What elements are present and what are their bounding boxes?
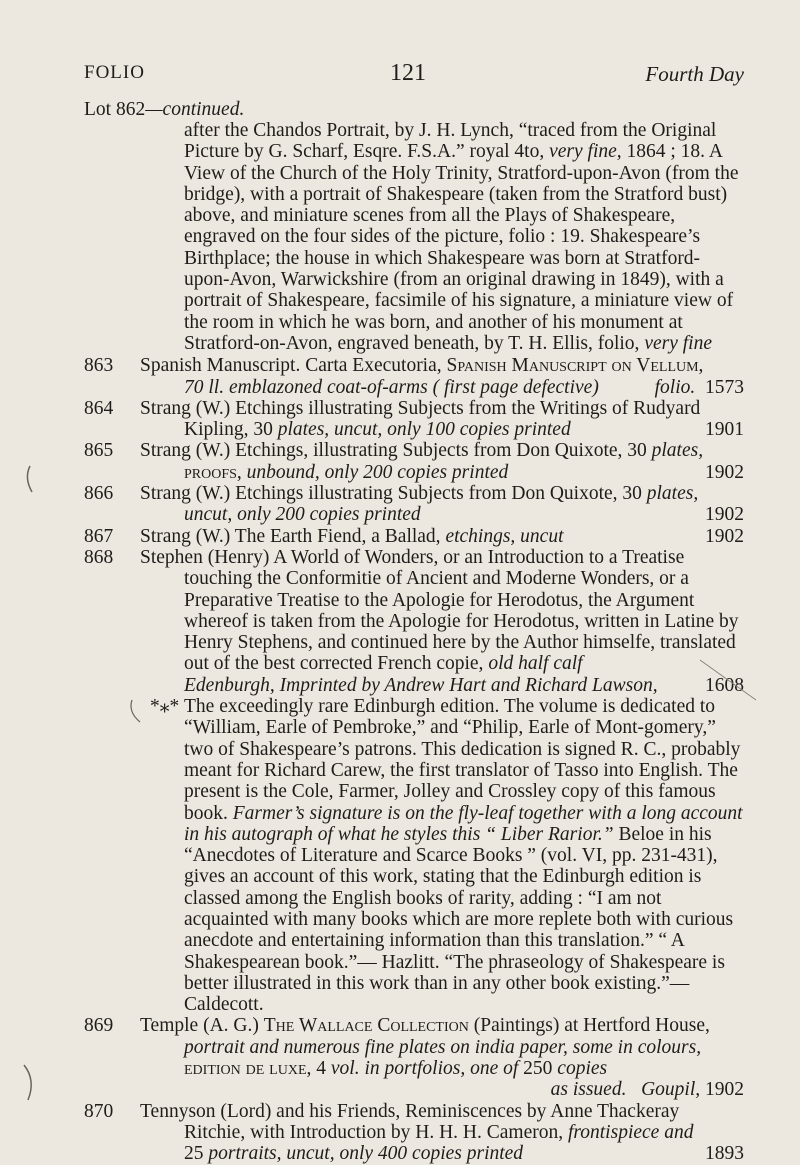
day-label: Fourth Day: [645, 62, 744, 86]
lot-number: 863: [84, 355, 114, 377]
margin-bracket-mark: [27, 466, 32, 492]
lot-863-title: Spanish Manuscript. Carta Executoria,: [140, 355, 442, 377]
lot-864-details: plates, uncut, only 100 copies printed: [277, 419, 571, 441]
lot-870: [84, 1101, 744, 1165]
lot-862-heading: [84, 99, 244, 121]
lot-865: [84, 440, 744, 483]
lot-864-year: 1901: [705, 419, 744, 441]
format-label: FOLIO: [84, 62, 145, 83]
lot-867-details: etchings, uncut: [445, 525, 564, 547]
lot-number: 870: [84, 1100, 114, 1122]
lot-number: 866: [84, 483, 114, 505]
lot-866: [84, 483, 744, 526]
lot-866-year: 1902: [705, 504, 744, 526]
lot-865-plates: plates,: [651, 440, 704, 462]
lot-868-note-italic: Farmer’s signature is on the fly-leaf together with a long account in his autograph of what he styles this “ Liber Rarior.”: [184, 802, 743, 845]
lot-863-details: 70 ll. emblazoned coat-of-arms ( first page defective): [184, 376, 599, 398]
lot-864-details-plain: Kipling, 30: [184, 419, 273, 441]
lot-862-text-2: 1864 ; 18. A View of the Church of the Holy Trinity, Stratford-upon-Avon (from the bridge), with a portrait of Shakespeare (taken from the Stratford bust) above, and miniature scenes from all the Plays of Shakespeare, engraved on the four sides of the picture, folio : 19. Shakespeare’s Birthplace; the house in which Shakespeare was born at Stratford-upon-Avon, Warwickshire (from an original drawing in 1849), with a portrait of Shakespeare, facsimile of his signature, a miniature view of the room in which he was born, and another of his monument at Stratford-on-Avon, engraved beneath, by T. H. Ellis, folio,: [184, 141, 739, 354]
margin-bracket-mark: [24, 1065, 31, 1100]
lot-number: 867: [84, 525, 114, 547]
lot-868-imprint: Edenburgh, Imprinted by Andrew Hart and Richard Lawson,: [184, 674, 658, 696]
lot-864: [84, 398, 744, 441]
lot-869-edition: edition de luxe,: [184, 1058, 312, 1080]
lot-869-issued: as issued.: [550, 1079, 627, 1101]
lot-number: 864: [84, 397, 114, 419]
lot-862-text-1: after the Chandos Portrait, by J. H. Lynch, “traced from the Original Picture by G. Scharf, Esqre. F.S.A.” royal 4to,: [184, 120, 717, 163]
lot-number: 869: [84, 1015, 114, 1037]
continued-label: —continued.: [145, 99, 245, 120]
lot-869-publisher: Goupil,: [641, 1079, 701, 1101]
lot-863-format: folio.: [654, 376, 696, 398]
lot-862-description: [84, 120, 744, 354]
lot-870-count: 25: [184, 1143, 204, 1165]
page-number: 121: [390, 60, 426, 86]
lot-869-details-1: portrait and numerous fine plates on india paper, some in colours,: [184, 1036, 702, 1058]
lot-868-year: 1608: [705, 674, 744, 696]
lot-867: [84, 526, 744, 547]
lot-866-plates: plates,: [646, 483, 699, 505]
lot-entries: [84, 120, 744, 1165]
lot-869-author: Temple (A. G.): [140, 1015, 259, 1037]
lot-868-note-1: The exceedingly rare Edinburgh edition. The volume is dedicated to “William, Earle of Pembroke,” and “Philip, Earle of Mont-gomery,” two of Shakespeare’s patrons. This dedication is signed R. C., probably meant for Richard Carew, the first translator of Tasso into English. The present is the Cole, Farmer, Jolley and Crossley copy of this famous book.: [184, 696, 741, 824]
lot-862-condition-2: very fine: [644, 332, 712, 354]
lot-865-details: unbound, only 200 copies printed: [246, 461, 509, 483]
lot-869-copies: 250: [523, 1058, 553, 1080]
lot-870-details: portraits, uncut, only 400 copies printed: [208, 1143, 524, 1165]
lot-number: 868: [84, 546, 114, 568]
lot-868-note-2: Beloe in his “Anecdotes of Literature and Scarce Books ” (vol. VI, pp. 231-431), gives an account of this work, stating that the Edinburgh edition is classed among the English books of rarity, adding : “I am not acquainted with many books which are more replete both with curious anecdote and entertaining information than this translation.” “ A Shakespearean book.”— Hazlitt. “The phraseology of Shakespeare is better illustrated in this work than in any other book existing.”—Caldecott.: [184, 823, 734, 1016]
lot-869-title: The Wallace Collection: [263, 1015, 469, 1037]
lot-862-label: Lot 862: [84, 99, 146, 120]
lot-870-title: Tennyson (Lord) and his Friends, Reminiscences by Anne Thackeray Ritchie, with Introduction by H. H. H. Cameron,: [140, 1100, 680, 1143]
lot-867-year: 1902: [705, 525, 744, 547]
lot-864-title: Strang (W.) Etchings illustrating Subjects from the Writings of Rudyard: [140, 397, 701, 419]
lot-863-year: 1573: [705, 376, 744, 398]
page-header: [84, 62, 744, 92]
note-asterism: *⁎*: [150, 696, 180, 718]
lot-869-year: 1902: [705, 1079, 744, 1101]
lot-863-subtitle: Spanish Manuscript on Vellum,: [446, 355, 704, 377]
lot-869-subtitle: (Paintings) at Hertford House,: [473, 1015, 710, 1037]
lot-870-frontispiece: frontispiece and: [567, 1121, 694, 1143]
lot-865-proofs: proofs,: [184, 461, 242, 483]
lot-868-binding: old half calf: [488, 653, 583, 675]
lot-865-title: Strang (W.) Etchings, illustrating Subjects from Don Quixote, 30: [140, 440, 647, 462]
lot-865-year: 1902: [705, 461, 744, 483]
lot-867-title: Strang (W.) The Earth Fiend, a Ballad,: [140, 525, 441, 547]
lot-869-volumes: 4: [316, 1058, 326, 1080]
lot-869-details-3: copies: [557, 1058, 608, 1080]
lot-863: [84, 355, 744, 398]
lot-870-year: 1893: [705, 1143, 744, 1165]
lot-868-title: Stephen (Henry) A World of Wonders, or an Introduction to a Treatise touching the Conformitie of Ancient and Moderne Wonders, or a Preparative Treatise to the Apologie for Herodotus, the Argument whereof is taken from the Apologie for Herodotus, written in Latine by Henry Stephens, and continued here by the Author himselfe, translated out of the best corrected French copie,: [140, 546, 739, 675]
lot-868: [84, 547, 744, 1016]
lot-869: [84, 1015, 744, 1100]
lot-866-details: uncut, only 200 copies printed: [184, 504, 421, 526]
lot-869-details-2: vol. in portfolios, one of: [330, 1058, 519, 1080]
lot-number: 865: [84, 440, 114, 462]
lot-862-condition-1: very fine,: [549, 141, 622, 163]
lot-866-title: Strang (W.) Etchings illustrating Subjects from Don Quixote, 30: [140, 483, 642, 505]
